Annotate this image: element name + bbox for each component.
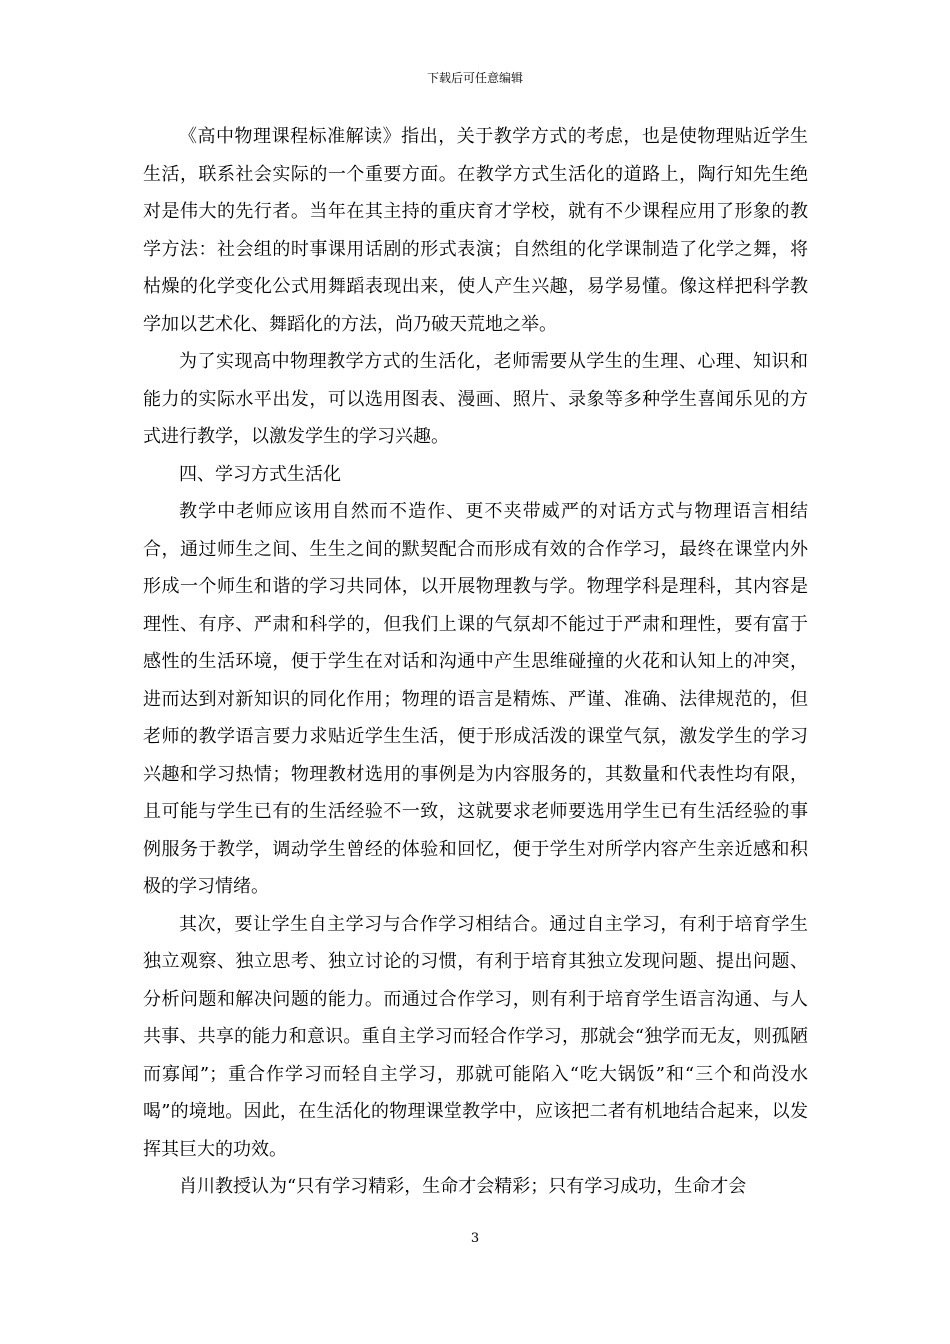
paragraph-life-oriented: 为了实现高中物理教学方式的生活化，老师需要从学生的生理、心理、知识和能力的实际水平出发，可以选用图表、漫画、照片、录象等多种学生喜闻乐见的方式进行教学，以激发学生的学习兴趣。 — [143, 351, 808, 447]
page-header: 下载后可任意编辑 — [426, 71, 523, 85]
document-body — [143, 118, 808, 1206]
paragraph-quote: 肖川教授认为“只有学习精彩，生命才会精彩；只有学习成功，生命才会 — [179, 1176, 747, 1197]
paragraph-autonomous-cooperative: 其次，要让学生自主学习与合作学习相结合。通过自主学习，有利于培育学生独立观察、独立思考、独立讨论的习惯，有利于培育其独立发现问题、提出问题、分析问题和解决问题的能力。而通过合作学习，则有利于培育学生语言沟通、与人共事、共享的能力和意识。重自主学习而轻合作学习，那就会“独学而无友，则孤陋而寡闻”；重合作学习而轻自主学习，那就可能陷入“吃大锅饭”和“三个和尚没水喝”的境地。因此，在生活化的物理课堂教学中，应该把二者有机地结合起来，以发挥其巨大的功效。 — [143, 913, 808, 1160]
section-heading: 四、学习方式生活化 — [179, 463, 341, 485]
paragraph-teaching-method: 《高中物理课程标准解读》指出，关于教学方式的考虑，也是使物理贴近学生生活，联系社会实际的一个重要方面。在教学方式生活化的道路上，陶行知先生绝对是伟大的先行者。当年在其主持的重庆育才学校，就有不少课程应用了形象的教学方法：社会组的时事课用话剧的形式表演；自然组的化学课制造了化学之舞，将枯燥的化学变化公式用舞蹈表现出来，使人产生兴趣，易学易懂。像这样把科学教学加以艺术化、舞蹈化的方法，尚乃破天荒地之举。 — [143, 126, 808, 335]
paragraph-dialogue: 教学中老师应该用自然而不造作、更不夹带威严的对话方式与物理语言相结合，通过师生之间、生生之间的默契配合而形成有效的合作学习，最终在课堂内外形成一个师生和谐的学习共同体，以开展物理教与学。物理学科是理科，其内容是理性、有序、严肃和科学的，但我们上课的气氛却不能过于严肃和理性，要有富于感性的生活环境，便于学生在对话和沟通中产生思维碰撞的火花和认知上的冲突，进而达到对新知识的同化作用；物理的语言是精炼、严谨、准确、法律规范的，但老师的教学语言要力求贴近学生生活，便于形成活泼的课堂气氛，激发学生的学习兴趣和学习热情；物理教材选用的事例是为内容服务的，其数量和代表性均有限，且可能与学生已有的生活经验不一致，这就要求老师要选用学生已有生活经验的事例服务于教学，调动学生曾经的体验和回忆，便于学生对所学内容产生亲近感和积极的学习情绪。 — [143, 501, 808, 897]
page-number: 3 — [470, 1231, 480, 1246]
